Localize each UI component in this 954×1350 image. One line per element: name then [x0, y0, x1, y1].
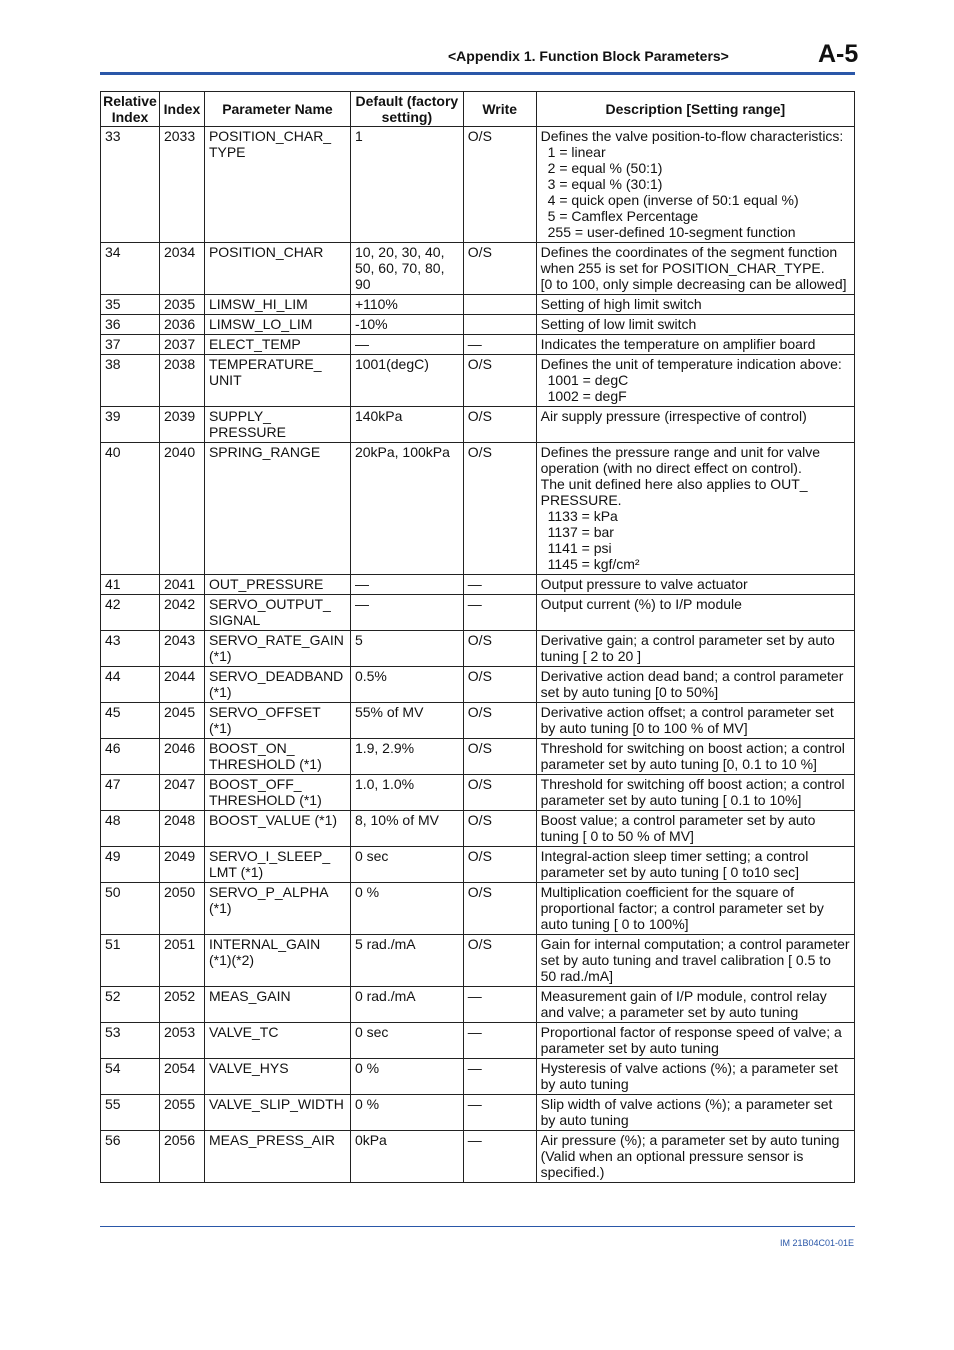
- cell-default: 20kPa, 100kPa: [350, 443, 463, 575]
- cell-relative-index: 45: [101, 703, 160, 739]
- cell-relative-index: 42: [101, 595, 160, 631]
- cell-index: 2051: [159, 935, 204, 987]
- cell-index: 2036: [159, 315, 204, 335]
- description-line: The unit defined here also applies to OUT_ PRESSURE.: [540, 476, 808, 508]
- cell-relative-index: 37: [101, 335, 160, 355]
- cell-default: 0kPa: [350, 1131, 463, 1183]
- cell-index: 2056: [159, 1131, 204, 1183]
- cell-parameter-name: LIMSW_HI_LIM: [204, 295, 350, 315]
- cell-write: O/S: [463, 883, 536, 935]
- cell-relative-index: 38: [101, 355, 160, 407]
- cell-write: —: [463, 575, 536, 595]
- cell-relative-index: 52: [101, 987, 160, 1023]
- description-line: 1141 = psi: [547, 540, 612, 556]
- cell-default: —: [350, 335, 463, 355]
- table-row: [101, 667, 855, 703]
- cell-default: 10, 20, 30, 40, 50, 60, 70, 80, 90: [350, 243, 463, 295]
- cell-write: —: [463, 1023, 536, 1059]
- cell-parameter-name: POSITION_CHAR_ TYPE: [204, 127, 350, 243]
- cell-write: O/S: [463, 443, 536, 575]
- description-line: Measurement gain of I/P module, control relay and valve; a parameter set by auto tuning: [540, 988, 827, 1020]
- table-row: [101, 575, 855, 595]
- cell-index: 2055: [159, 1095, 204, 1131]
- cell-write: —: [463, 1095, 536, 1131]
- description-line: Hysteresis of valve actions (%); a parameter set by auto tuning: [540, 1060, 838, 1092]
- table-row: [101, 243, 855, 295]
- description-line: Multiplication coefficient for the square of proportional factor; a control parameter set by auto tuning [ 0 to 100%]: [540, 884, 824, 932]
- col-header-relative-index: Relative Index: [101, 92, 160, 127]
- cell-relative-index: 56: [101, 1131, 160, 1183]
- cell-relative-index: 51: [101, 935, 160, 987]
- cell-index: 2045: [159, 703, 204, 739]
- cell-relative-index: 39: [101, 407, 160, 443]
- cell-index: 2049: [159, 847, 204, 883]
- cell-relative-index: 55: [101, 1095, 160, 1131]
- description-line: Output pressure to valve actuator: [540, 576, 748, 592]
- cell-index: 2034: [159, 243, 204, 295]
- description-line: Derivative action dead band; a control parameter set by auto tuning [0 to 50%]: [540, 668, 844, 700]
- cell-write: O/S: [463, 811, 536, 847]
- description-line: Integral-action sleep timer setting; a control parameter set by auto tuning [ 0 to10 sec]: [540, 848, 809, 880]
- cell-write: —: [463, 1059, 536, 1095]
- cell-parameter-name: SERVO_OFFSET (*1): [204, 703, 350, 739]
- description-line: 1145 = kgf/cm²: [547, 556, 640, 572]
- table-row: [101, 631, 855, 667]
- cell-index: 2033: [159, 127, 204, 243]
- cell-description: [536, 935, 854, 987]
- cell-parameter-name: VALVE_TC: [204, 1023, 350, 1059]
- description-line: Derivative gain; a control parameter set by auto tuning [ 2 to 20 ]: [540, 632, 835, 664]
- description-line: Defines the unit of temperature indication above:: [540, 356, 842, 372]
- cell-parameter-name: SERVO_P_ALPHA (*1): [204, 883, 350, 935]
- cell-write: —: [463, 335, 536, 355]
- description-line: Proportional factor of response speed of valve; a parameter set by auto tuning: [540, 1024, 842, 1056]
- parameter-table: [100, 91, 855, 1183]
- cell-index: 2044: [159, 667, 204, 703]
- description-line: Air supply pressure (irrespective of control): [540, 408, 807, 424]
- cell-description: [536, 811, 854, 847]
- cell-default: -10%: [350, 315, 463, 335]
- cell-description: [536, 243, 854, 295]
- cell-description: [536, 595, 854, 631]
- cell-default: —: [350, 595, 463, 631]
- table-row: [101, 1059, 855, 1095]
- cell-relative-index: 49: [101, 847, 160, 883]
- cell-description: [536, 575, 854, 595]
- description-line: 2 = equal % (50:1): [547, 160, 663, 176]
- cell-index: 2042: [159, 595, 204, 631]
- cell-default: +110%: [350, 295, 463, 315]
- cell-description: [536, 295, 854, 315]
- cell-index: 2052: [159, 987, 204, 1023]
- cell-default: 0 sec: [350, 847, 463, 883]
- description-line: Threshold for switching off boost action; a control parameter set by auto tuning [ 0.1 to 10%]: [540, 776, 845, 808]
- cell-relative-index: 34: [101, 243, 160, 295]
- cell-parameter-name: SERVO_OUTPUT_ SIGNAL: [204, 595, 350, 631]
- description-line: 1002 = degF: [547, 388, 627, 404]
- table-row: [101, 315, 855, 335]
- cell-default: 55% of MV: [350, 703, 463, 739]
- cell-default: —: [350, 575, 463, 595]
- cell-write: O/S: [463, 631, 536, 667]
- table-row: [101, 883, 855, 935]
- cell-description: [536, 1131, 854, 1183]
- description-line: 3 = equal % (30:1): [547, 176, 663, 192]
- cell-parameter-name: SUPPLY_ PRESSURE: [204, 407, 350, 443]
- cell-write: O/S: [463, 775, 536, 811]
- cell-relative-index: 50: [101, 883, 160, 935]
- cell-default: 140kPa: [350, 407, 463, 443]
- cell-default: 0 %: [350, 883, 463, 935]
- document-id: IM 21B04C01-01E: [779, 1238, 854, 1248]
- cell-parameter-name: BOOST_ON_ THRESHOLD (*1): [204, 739, 350, 775]
- cell-default: 0 sec: [350, 1023, 463, 1059]
- cell-index: 2048: [159, 811, 204, 847]
- cell-description: [536, 667, 854, 703]
- table-row: [101, 127, 855, 243]
- cell-default: 8, 10% of MV: [350, 811, 463, 847]
- description-line: Boost value; a control parameter set by auto tuning [ 0 to 50 % of MV]: [540, 812, 816, 844]
- cell-relative-index: 48: [101, 811, 160, 847]
- cell-index: 2035: [159, 295, 204, 315]
- cell-parameter-name: BOOST_VALUE (*1): [204, 811, 350, 847]
- cell-relative-index: 47: [101, 775, 160, 811]
- col-header-parameter-name: Parameter Name: [204, 92, 350, 127]
- cell-parameter-name: LIMSW_LO_LIM: [204, 315, 350, 335]
- cell-parameter-name: BOOST_OFF_ THRESHOLD (*1): [204, 775, 350, 811]
- cell-description: [536, 883, 854, 935]
- description-line: Threshold for switching on boost action; a control parameter set by auto tuning [0, 0.1 to 10 %]: [540, 740, 845, 772]
- description-line: Output current (%) to I/P module: [540, 596, 742, 612]
- description-line: Setting of high limit switch: [540, 296, 702, 312]
- cell-write: O/S: [463, 243, 536, 295]
- cell-index: 2038: [159, 355, 204, 407]
- cell-description: [536, 847, 854, 883]
- table-row: [101, 987, 855, 1023]
- cell-write: O/S: [463, 739, 536, 775]
- col-header-write: Write: [463, 92, 536, 127]
- cell-parameter-name: MEAS_GAIN: [204, 987, 350, 1023]
- cell-relative-index: 36: [101, 315, 160, 335]
- description-line: Defines the pressure range and unit for valve operation (with no direct effect on control).: [540, 444, 821, 476]
- cell-index: 2054: [159, 1059, 204, 1095]
- col-header-description: Description [Setting range]: [536, 92, 854, 127]
- cell-index: 2053: [159, 1023, 204, 1059]
- table-row: [101, 739, 855, 775]
- cell-parameter-name: SPRING_RANGE: [204, 443, 350, 575]
- description-line: Slip width of valve actions (%); a parameter set by auto tuning: [540, 1096, 833, 1128]
- cell-index: 2037: [159, 335, 204, 355]
- description-line: 1001 = degC: [547, 372, 629, 388]
- cell-index: 2039: [159, 407, 204, 443]
- table-row: [101, 935, 855, 987]
- cell-description: [536, 443, 854, 575]
- cell-index: 2050: [159, 883, 204, 935]
- cell-parameter-name: MEAS_PRESS_AIR: [204, 1131, 350, 1183]
- description-line: Indicates the temperature on amplifier board: [540, 336, 816, 352]
- cell-write: —: [463, 987, 536, 1023]
- cell-description: [536, 127, 854, 243]
- cell-index: 2041: [159, 575, 204, 595]
- table-row: [101, 295, 855, 315]
- cell-relative-index: 54: [101, 1059, 160, 1095]
- description-line: 1 = linear: [547, 144, 606, 160]
- cell-parameter-name: VALVE_SLIP_WIDTH: [204, 1095, 350, 1131]
- cell-parameter-name: ELECT_TEMP: [204, 335, 350, 355]
- cell-parameter-name: POSITION_CHAR: [204, 243, 350, 295]
- description-line: 1137 = bar: [547, 524, 614, 540]
- cell-write: O/S: [463, 847, 536, 883]
- description-line: Defines the valve position-to-flow characteristics:: [540, 128, 844, 144]
- cell-default: 5: [350, 631, 463, 667]
- cell-description: [536, 739, 854, 775]
- cell-index: 2046: [159, 739, 204, 775]
- cell-relative-index: 33: [101, 127, 160, 243]
- cell-write: O/S: [463, 127, 536, 243]
- description-line: 4 = quick open (inverse of 50:1 equal %): [547, 192, 799, 208]
- description-line: Air pressure (%); a parameter set by auto tuning (Valid when an optional pressure sensor is specified.): [540, 1132, 840, 1180]
- cell-default: 1: [350, 127, 463, 243]
- cell-description: [536, 315, 854, 335]
- cell-parameter-name: OUT_PRESSURE: [204, 575, 350, 595]
- table-row: [101, 811, 855, 847]
- table-row: [101, 775, 855, 811]
- cell-relative-index: 40: [101, 443, 160, 575]
- cell-relative-index: 41: [101, 575, 160, 595]
- page-number: A-5: [818, 40, 859, 68]
- table-row: [101, 1131, 855, 1183]
- cell-default: 0 rad./mA: [350, 987, 463, 1023]
- cell-parameter-name: INTERNAL_GAIN (*1)(*2): [204, 935, 350, 987]
- description-line: 1133 = kPa: [547, 508, 618, 524]
- col-header-default: Default (factory setting): [350, 92, 463, 127]
- description-line: 255 = user-defined 10-segment function: [547, 224, 796, 240]
- table-row: [101, 443, 855, 575]
- cell-relative-index: 35: [101, 295, 160, 315]
- cell-description: [536, 355, 854, 407]
- cell-description: [536, 1095, 854, 1131]
- header-divider: [100, 72, 855, 75]
- cell-default: 5 rad./mA: [350, 935, 463, 987]
- cell-description: [536, 775, 854, 811]
- description-line: Derivative action offset; a control parameter set by auto tuning [0 to 100 % of MV]: [540, 704, 834, 736]
- description-line: [0 to 100, only simple decreasing can be allowed]: [540, 276, 847, 292]
- table-row: [101, 703, 855, 739]
- table-row: [101, 1023, 855, 1059]
- table-row: [101, 595, 855, 631]
- cell-description: [536, 1023, 854, 1059]
- cell-description: [536, 407, 854, 443]
- cell-description: [536, 631, 854, 667]
- cell-parameter-name: SERVO_RATE_GAIN (*1): [204, 631, 350, 667]
- cell-description: [536, 1059, 854, 1095]
- table-row: [101, 335, 855, 355]
- description-line: 5 = Camflex Percentage: [547, 208, 699, 224]
- cell-default: 0 %: [350, 1059, 463, 1095]
- cell-default: 0 %: [350, 1095, 463, 1131]
- cell-write: O/S: [463, 667, 536, 703]
- cell-index: 2043: [159, 631, 204, 667]
- cell-relative-index: 44: [101, 667, 160, 703]
- cell-write: —: [463, 1131, 536, 1183]
- cell-write: [463, 315, 536, 335]
- cell-description: [536, 335, 854, 355]
- cell-parameter-name: VALVE_HYS: [204, 1059, 350, 1095]
- table-body: [101, 127, 855, 1183]
- cell-write: O/S: [463, 355, 536, 407]
- cell-parameter-name: SERVO_DEADBAND (*1): [204, 667, 350, 703]
- cell-relative-index: 46: [101, 739, 160, 775]
- cell-index: 2040: [159, 443, 204, 575]
- cell-description: [536, 987, 854, 1023]
- cell-parameter-name: TEMPERATURE_ UNIT: [204, 355, 350, 407]
- cell-default: 1.0, 1.0%: [350, 775, 463, 811]
- col-header-index: Index: [159, 92, 204, 127]
- cell-relative-index: 53: [101, 1023, 160, 1059]
- cell-index: 2047: [159, 775, 204, 811]
- cell-write: O/S: [463, 935, 536, 987]
- cell-default: 1001(degC): [350, 355, 463, 407]
- cell-parameter-name: SERVO_I_SLEEP_ LMT (*1): [204, 847, 350, 883]
- description-line: Defines the coordinates of the segment function when 255 is set for POSITION_CHAR_TYPE.: [540, 244, 838, 276]
- section-title: <Appendix 1. Function Block Parameters>: [448, 48, 729, 64]
- table-header-row: [101, 92, 855, 127]
- table-row: [101, 355, 855, 407]
- table-row: [101, 1095, 855, 1131]
- table-row: [101, 847, 855, 883]
- description-line: Gain for internal computation; a control parameter set by auto tuning and travel calibration [ 0.5 to 50 rad./mA]: [540, 936, 850, 984]
- cell-write: [463, 295, 536, 315]
- description-line: Setting of low limit switch: [540, 316, 697, 332]
- cell-write: —: [463, 595, 536, 631]
- cell-write: O/S: [463, 407, 536, 443]
- cell-write: O/S: [463, 703, 536, 739]
- cell-relative-index: 43: [101, 631, 160, 667]
- cell-default: 1.9, 2.9%: [350, 739, 463, 775]
- table-row: [101, 407, 855, 443]
- cell-default: 0.5%: [350, 667, 463, 703]
- footer-divider: [100, 1226, 855, 1227]
- cell-description: [536, 703, 854, 739]
